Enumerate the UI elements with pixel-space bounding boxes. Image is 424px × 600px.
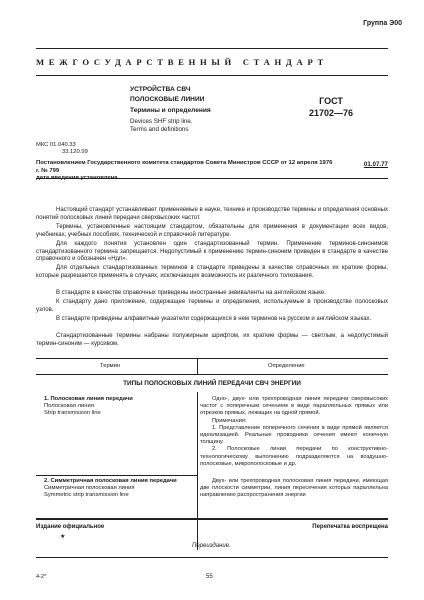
column-header-definition: Определение [268, 363, 305, 369]
table-row-term [44, 478, 194, 500]
note-1: 1. Представление поперечного сечения в виде прямой является идеализацией. Реальные проводники сечения имеют конечную толщину. [200, 424, 388, 446]
table-row-definition [200, 396, 388, 468]
table-row-definition [200, 478, 388, 500]
intro-paragraph: К стандарту дано приложение, содержащее термины и определения, используемые в производстве полосковых узлов. [36, 299, 388, 313]
decree-line-2: дата введения установлена [36, 175, 118, 181]
note-2: 2. Полосковые линии передачи по конструктивно-технологическому выполнению подразделяются на воздушно-полосковые, микрополосковые и др. [200, 446, 388, 467]
table-column-divider [197, 392, 198, 550]
gost-number: 21702—76 [308, 108, 354, 118]
mks-code-2: 33.120.99 [62, 149, 88, 155]
title-line-3: Термины и определения [130, 107, 211, 114]
title-line-2: ПОЛОСКОВЫЕ ЛИНИИ [130, 96, 205, 103]
term-english: Strip transmission line [44, 410, 101, 417]
banner-rule [36, 75, 388, 76]
title-line-1: УСТРОЙСТВА СВЧ [130, 86, 191, 93]
table-row-term [44, 396, 194, 418]
intro-paragraph: В стандарте в качестве справочных приведены иностранные эквиваленты на английском языке. [56, 290, 326, 296]
gost-label: ГОСТ [319, 96, 343, 106]
mks-code: МКС 01.040.33 [36, 142, 76, 148]
definition-text: Одно-, двух- или трехпроводная линия передачи сверхвысоких частот с поперечным сечением в виде параллельных прямых или отрезков прямых, лежащих на одной прямой. [200, 396, 388, 417]
decree-line-1: Постановлением Государственного комитета стандартов Совета Министров СССР от 12 апреля 1976 г. № 799 [36, 160, 333, 174]
term-english: Symmetric strip transmission line [44, 492, 129, 499]
bottom-rule [36, 557, 388, 558]
term-name: 1. Полосковая линия передачи [44, 396, 133, 402]
title-english-2: Terms and definitions [130, 126, 189, 133]
table-header-divider [197, 358, 198, 374]
term-short-form: Симметричная полосковая линия [44, 485, 135, 492]
group-code: Группа Э00 [363, 20, 402, 27]
table-top-rule [36, 358, 388, 359]
top-rule [36, 48, 388, 49]
effective-date: 01.07.77 [363, 161, 388, 168]
intro-paragraph: Настоящий стандарт устанавливает применяемые в науке, технике и производстве термины и определения основных понятий полосковых линий передачи сверхвысоких частот. [36, 207, 388, 221]
table-header-rule [36, 374, 388, 375]
term-short-form: Полосковая линия [44, 403, 94, 410]
reprint-notice: Перепечатка воспрещена [312, 524, 388, 530]
row-separator [36, 475, 197, 476]
decree-rule [36, 178, 388, 179]
footer-rule [36, 518, 388, 520]
star-mark: ★ [60, 534, 66, 540]
intro-paragraph: В стандарте приведены алфавитные указатели содержащихся в нем терминов на русском и английском языках. [56, 316, 372, 322]
official-edition: Издание официальное [36, 524, 105, 530]
intro-paragraph: Стандартизованные термины набраны полужирным шрифтом, их краткие формы — светлым, а недопустимый термин-синоним — курсивом. [36, 333, 388, 347]
decree-text [36, 160, 336, 183]
intro-paragraph: Для каждого понятия установлен один стандартизованный термин. Применение терминов-синонимов стандартизованного термина запрещается. Недопустимый к применению термин-синоним приведен в стандарте в качестве справочного и обозначен «Ндп». [36, 241, 388, 263]
intro-paragraph: Термины, установленные настоящим стандартом, обязательны для применения в документации всех видов, учебниках, учебных пособиях, технической и справочной литературе. [36, 224, 388, 238]
section-heading: ТИПЫ ПОЛОСКОВЫХ ЛИНИЙ ПЕРЕДАЧИ СВЧ ЭНЕРГИИ [123, 380, 301, 387]
reissue-label: Переиздание. [192, 543, 231, 549]
print-mark: 4-2* [36, 574, 47, 580]
column-header-term: Термин [100, 363, 121, 369]
notes-title: Примечания: [212, 417, 247, 424]
term-name: 2. Симметричная полосковая линия передачи [44, 478, 177, 484]
definition-text: Двух- или трехпроводная полосковая линия передачи, имеющая две плоскости симметрии, линия пересечения которых параллельна направлению распространения энергии [200, 478, 388, 499]
standard-banner: МЕЖГОСУДАРСТВЕННЫЙ СТАНДАРТ [36, 57, 328, 67]
page-number: 55 [206, 574, 213, 580]
intro-paragraph: Для отдельных стандартизованных терминов в стандарте приведены в качестве справочных их краткие формы, которые разрешается применять в случаях, исключающих возможность их различного толкования. [36, 265, 388, 279]
title-english-1: Devices SHF strip line. [130, 118, 193, 125]
